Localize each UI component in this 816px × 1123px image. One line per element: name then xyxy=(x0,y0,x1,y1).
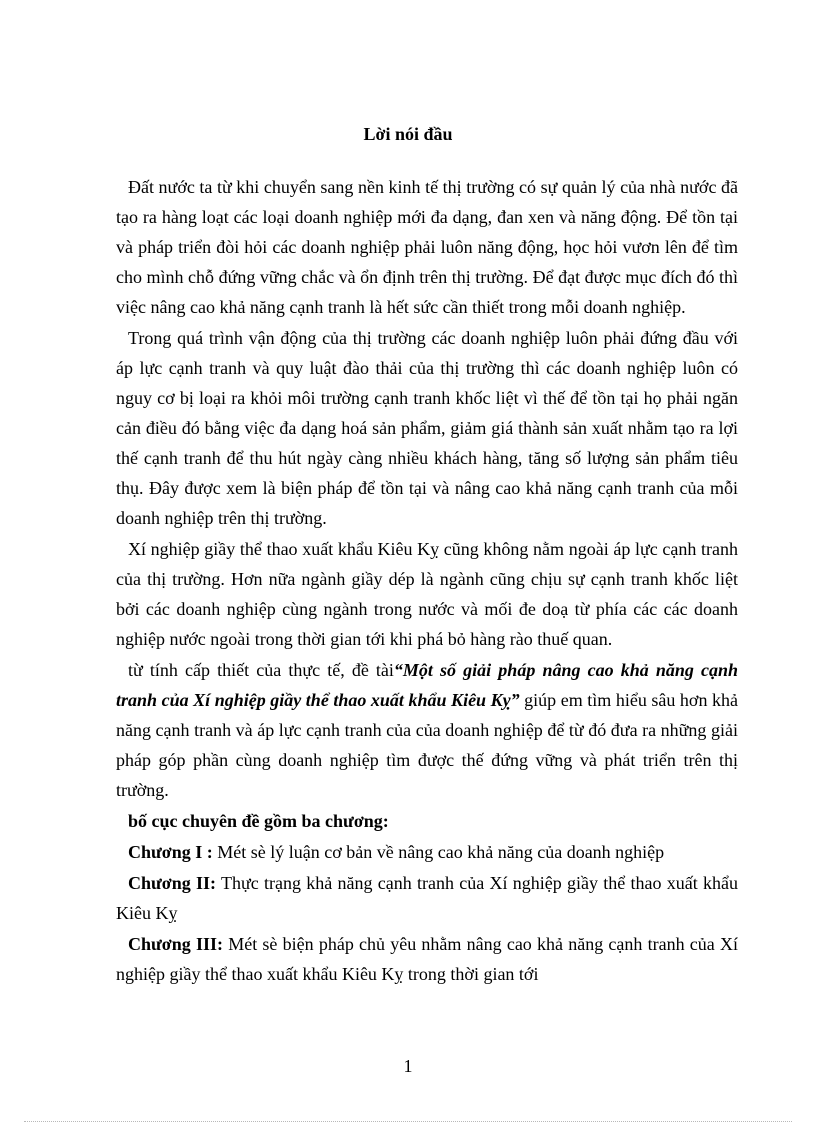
paragraph-introduction: Đất nước ta từ khi chuyển sang nền kinh tế thị trường có sự quản lý của nhà nước đã tạo ra hàng loạt các loại doanh nghiệp mới đa dạng, đan xen và năng động. Để tồn tại và pháp triển đòi hỏi các doanh nghiệp phải luôn năng động, học hỏi vươn lên để tìm cho mình chỗ đứng vững chắc và ổn định trên thị trường. Để đạt được mục đích đó thì việc nâng cao khả năng cạnh tranh là hết sức cần thiết trong mỗi doanh nghiệp. xyxy=(116,177,738,317)
chapter-item xyxy=(116,868,738,928)
document-body xyxy=(116,172,738,990)
chapter-text: Mét sè biện pháp chủ yêu nhằm nâng cao khả năng cạnh tranh của Xí nghiệp giầy thể thao xuất khẩu Kiêu Kỵ trong thời gian tới xyxy=(116,934,738,984)
topic-intro-text: từ tính cấp thiết của thực tế, đề tài xyxy=(128,660,394,680)
structure-heading: bố cục chuyên đề gồm ba chương: xyxy=(128,811,389,831)
footer-divider xyxy=(24,1121,792,1122)
chapter-item xyxy=(116,929,738,989)
chapter-item xyxy=(116,837,738,867)
paragraph-market-competition: Trong quá trình vận động của thị trường các doanh nghiệp luôn phải đứng đầu với áp lực cạnh tranh và quy luật đào thải của thị trường thì các doanh nghiệp luôn có nguy cơ bị loại ra khỏi môi trường cạnh tranh khốc liệt vì thế để tồn tại họ phải ngăn cản điều đó bằng việc đa dạng hoá sản phẩm, giảm giá thành sản xuất nhằm tạo ra lợi thế cạnh tranh để thu hút ngày càng nhiều khách hàng, tăng số lượng sản phẩm tiêu thụ. Đây được xem là biện pháp để tồn tại và nâng cao khả năng cạnh tranh của mỗi doanh nghiệp trên thị trường. xyxy=(116,328,738,528)
chapter-text: Thực trạng khả năng cạnh tranh của Xí nghiệp giầy thể thao xuất khẩu Kiêu Kỵ xyxy=(116,873,738,923)
chapter-label: Chương I : xyxy=(128,842,213,862)
topic-title: “Một số giải pháp nâng cao khả năng cạnh tranh của Xí nghiệp giầy thể thao xuất khẩu Kiêu Kỵ” xyxy=(116,660,738,710)
chapter-label: Chương II: xyxy=(128,873,217,893)
chapter-text: Mét sè lý luận cơ bản về nâng cao khả năng của doanh nghiệp xyxy=(212,842,665,862)
topic-followup-text: giúp em tìm hiểu sâu hơn khả năng cạnh tranh và áp lực cạnh tranh của của doanh nghiệp để từ đó đưa ra những giải pháp góp phần cùng doanh nghiệp tìm được thế đứng vững và phát triển trên thị trường. xyxy=(116,690,738,800)
page-title: Lời nói đầu xyxy=(363,124,453,144)
chapter-label: Chương III: xyxy=(128,934,224,954)
paragraph-topic-rationale xyxy=(116,655,738,805)
page-number: 1 xyxy=(403,1056,413,1076)
paragraph-enterprise-context: Xí nghiệp giầy thể thao xuất khẩu Kiêu Kỵ cũng không nằm ngoài áp lực cạnh tranh của thị trường. Hơn nữa ngành giầy dép là ngành cũng chịu sự cạnh tranh khốc liệt bởi các doanh nghiệp cùng ngành trong nước và mối đe doạ từ phía các các doanh nghiệp nước ngoài trong thời gian tới khi phá bỏ hàng rào thuế quan. xyxy=(116,539,738,649)
